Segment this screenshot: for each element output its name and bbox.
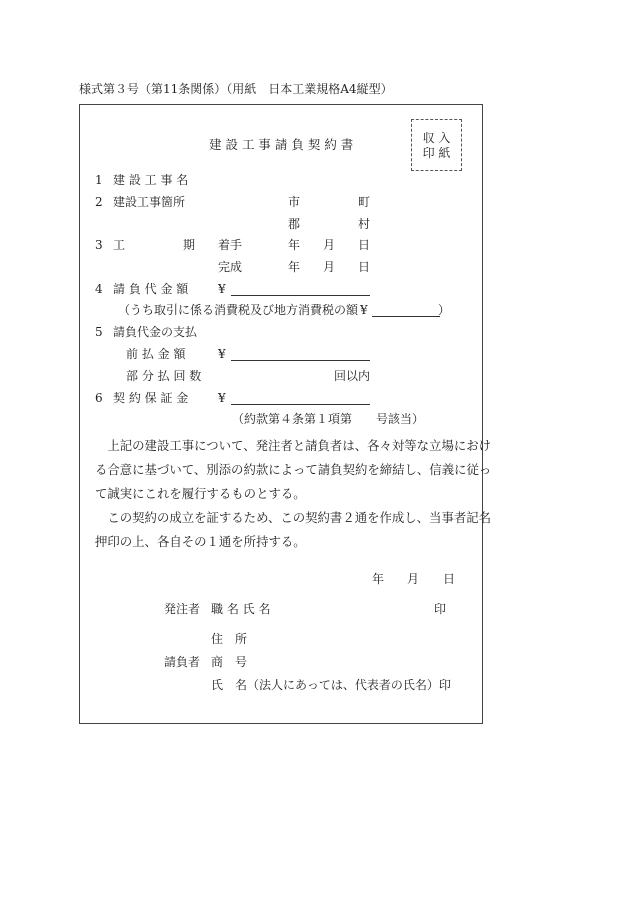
item-3-end-day: 日 (358, 260, 371, 274)
item-3-end-month: 月 (323, 260, 336, 274)
item-5-label: 請負代金の支払 (113, 325, 198, 339)
item-3-start-year: 年 (288, 238, 301, 252)
item-2-county: 郡 (288, 217, 301, 231)
paragraph-1-line-3: て誠実にこれを履行するものとする。 (95, 486, 306, 501)
orderer-label: 発注者 (164, 602, 201, 616)
orderer-seal: 印 (434, 602, 447, 616)
item-3-label-1: 工 (113, 238, 126, 252)
contractor-label: 請負者 (164, 655, 201, 669)
revenue-stamp-box (411, 119, 462, 171)
contractor-company: 商 号 (211, 655, 248, 669)
paragraph-2-line-2: 押印の上、各自その１通を所持する。 (95, 534, 306, 549)
item-4-tax-close: ） (438, 303, 451, 317)
date-day: 日 (443, 572, 456, 586)
item-1-label: 建 設 工 事 名 (113, 173, 189, 187)
contractor-address: 住 所 (211, 632, 248, 646)
date-year: 年 (372, 572, 385, 586)
item-4-tax-line (372, 316, 440, 317)
item-5-yen: ¥ (218, 347, 226, 361)
item-5-number: 5 (95, 325, 103, 339)
document-title: 建 設 工 事 請 負 契 約 書 (209, 137, 354, 152)
item-3-number: 3 (95, 238, 103, 252)
item-4-number: 4 (95, 282, 103, 296)
item-6-number: 6 (95, 391, 103, 405)
paragraph-2 (95, 506, 492, 554)
item-3-start: 着手 (218, 238, 243, 252)
item-4-yen: ¥ (218, 282, 226, 296)
item-4-amount-line (231, 295, 370, 296)
item-3-label-2: 期 (183, 238, 196, 252)
item-2-town: 町 (358, 195, 371, 209)
item-3-end: 完成 (218, 260, 243, 274)
paragraph-1-line-1: 上記の建設工事について、発注者と請負者は、各々対等な立場におけ (95, 438, 492, 453)
paragraph-1 (95, 434, 492, 506)
item-1-number: 1 (95, 173, 103, 187)
form-header: 様式第３号（第11条関係）（用紙 日本工業規格A4縦型） (79, 82, 393, 96)
item-4-tax-note: （うち取引に係る消費税及び地方消費税の額 (118, 303, 359, 317)
item-2-number: 2 (95, 195, 103, 209)
item-4-tax-yen: ¥ (360, 303, 368, 317)
item-5-advance-label: 前 払 金 額 (126, 347, 186, 361)
item-3-start-day: 日 (358, 238, 371, 252)
stamp-line-1: 収 入 (422, 131, 451, 145)
item-5-times: 回以内 (334, 369, 371, 383)
item-2-village: 村 (358, 217, 371, 231)
item-6-label: 契 約 保 証 金 (113, 391, 189, 405)
item-6-yen: ¥ (218, 391, 226, 405)
contractor-name: 氏 名（法人にあっては、代表者の氏名）印 (211, 678, 451, 692)
item-2-label: 建設工事箇所 (113, 195, 186, 209)
item-6-amount-line (231, 404, 370, 405)
item-3-end-year: 年 (288, 260, 301, 274)
date-month: 月 (407, 572, 420, 586)
paragraph-2-line-1: この契約の成立を証するため、この契約書２通を作成し、当事者記名 (95, 510, 492, 525)
paragraph-1-line-2: る合意に基づいて、別添の約款によって請負契約を締結し、信義に従っ (95, 462, 492, 477)
item-2-city: 市 (288, 195, 301, 209)
item-6-note: （約款第４条第１項第 号該当） (232, 412, 425, 426)
item-3-start-month: 月 (323, 238, 336, 252)
item-4-label: 請 負 代 金 額 (113, 282, 189, 296)
stamp-line-2: 印 紙 (422, 146, 451, 160)
item-5-advance-line (231, 360, 370, 361)
orderer-title-name: 職 名 氏 名 (211, 602, 271, 616)
item-5-partial-label: 部 分 払 回 数 (126, 369, 202, 383)
